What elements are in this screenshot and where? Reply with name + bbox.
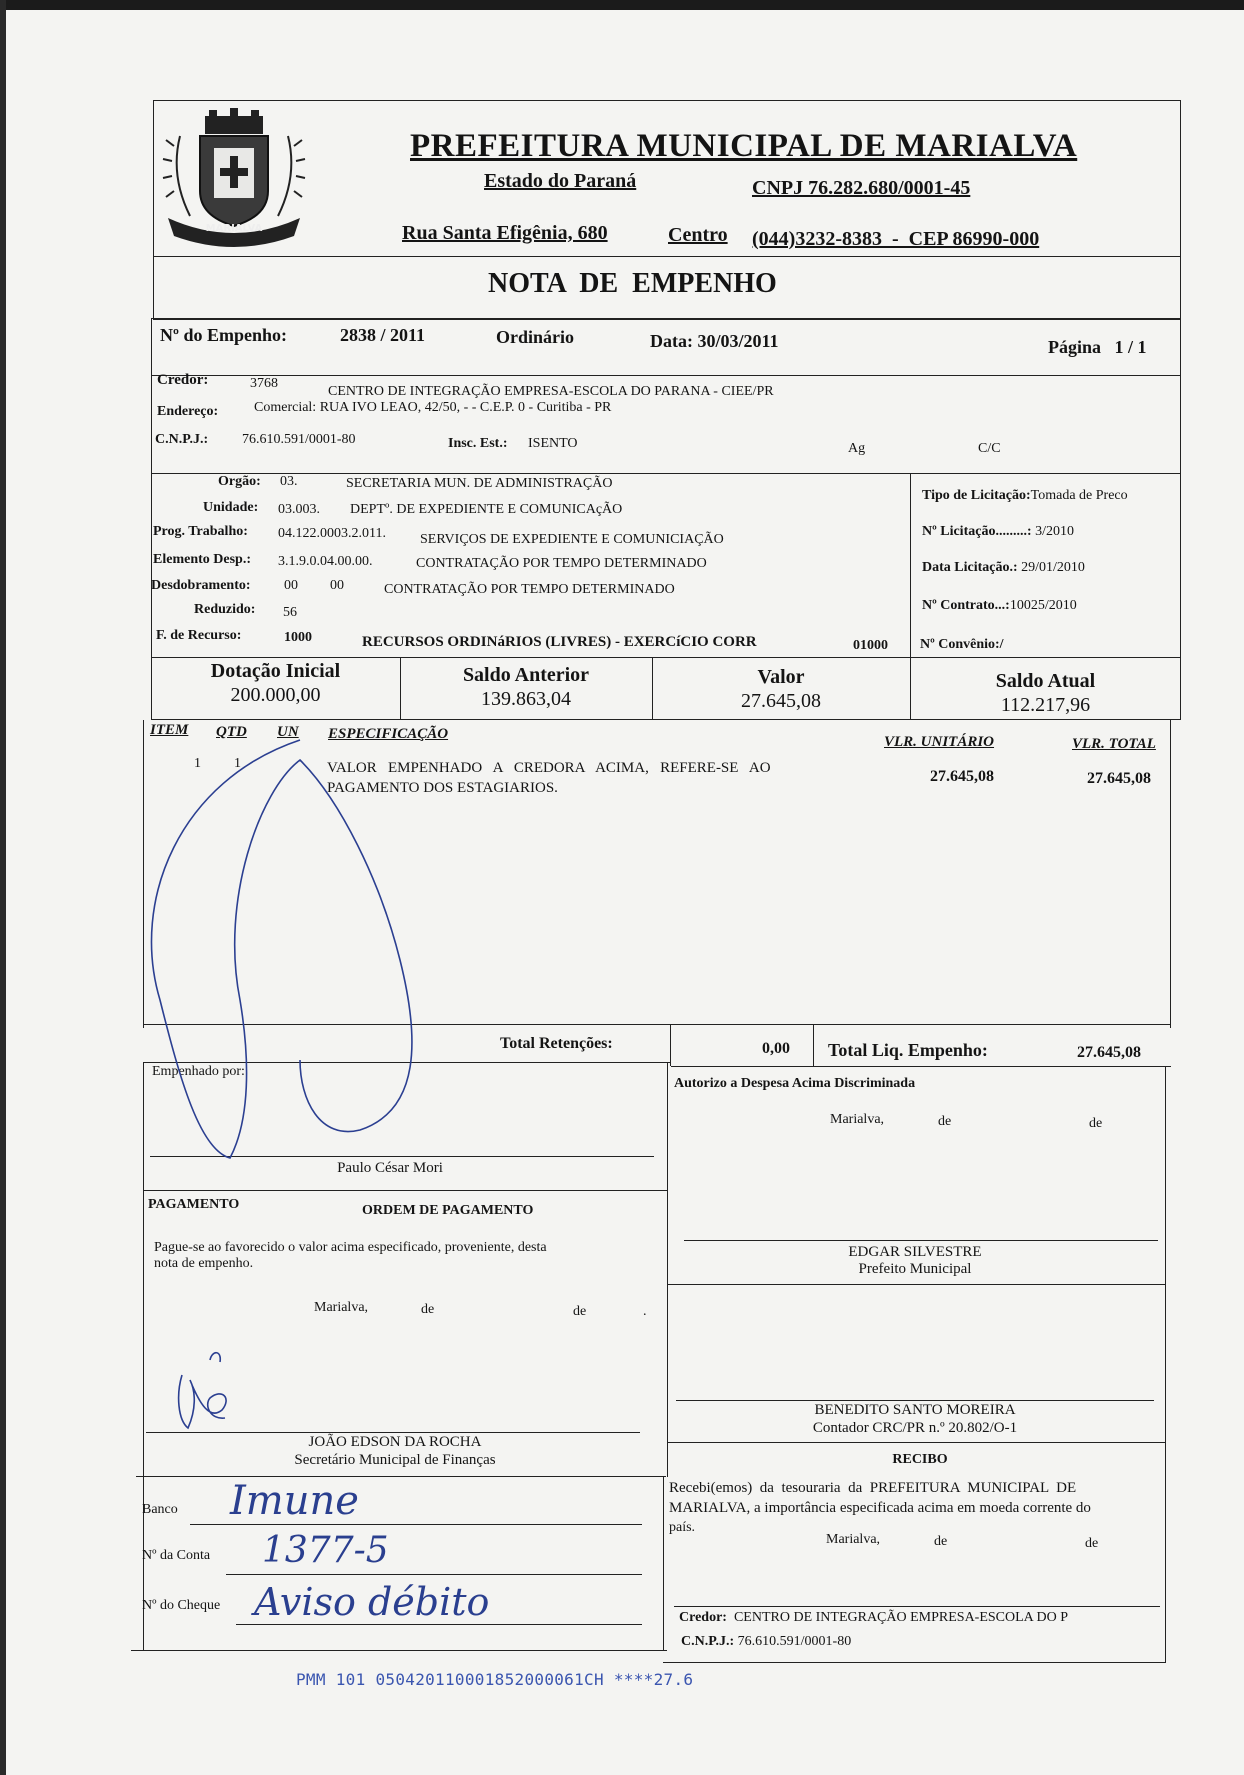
reduzido-label: Reduzido:: [194, 602, 256, 617]
col-vlr-total: VLR. TOTAL: [1072, 736, 1156, 752]
empenho-date: Data: 30/03/2011: [650, 331, 779, 351]
nota-de-empenho-title: NOTA DE EMPENHO: [488, 268, 777, 299]
credor-label: Credor:: [157, 372, 209, 388]
item-1-desc-line2: PAGAMENTO DOS ESTAGIARIOS.: [327, 780, 558, 796]
pagamento-text-2: nota de empenho.: [154, 1256, 254, 1271]
item-1-qtd: 1: [234, 756, 241, 771]
svg-text:MARIALVA: MARIALVA: [205, 223, 263, 234]
secretario-signature-scribble: [179, 1353, 226, 1428]
col-qtd: QTD: [216, 724, 247, 740]
tipo-licitacao-value: Tomada de Preco: [1030, 488, 1128, 503]
total-liq-value: 27.645,08: [1077, 1044, 1141, 1061]
empenhado-signature-scribble: [151, 740, 411, 1158]
fonte-code2: 01000: [853, 638, 888, 653]
dotacao-label: Dotação Inicial: [210, 660, 341, 682]
col-especificacao: ESPECIFICAÇÃO: [328, 726, 449, 742]
col-vlr-unitario: VLR. UNITÁRIO: [884, 734, 995, 750]
address-header: Rua Santa Efigênia, 680: [402, 222, 608, 244]
cc-label: C/C: [978, 441, 1001, 456]
credor-name: CENTRO DE INTEGRAÇÃO EMPRESA-ESCOLA DO PARANA - CIEE/PR: [328, 384, 774, 399]
recibo-cnpj-value: 76.610.591/0001-80: [737, 1634, 852, 1649]
fonte-label: F. de Recurso:: [156, 628, 242, 643]
recibo-text-1: Recebi(emos) da tesouraria da PREFEITURA MUNICIPAL DE: [669, 1480, 1077, 1496]
elemento-label: Elemento Desp.:: [153, 552, 251, 567]
credor-cnpj: 76.610.591/0001-80: [242, 432, 356, 447]
item-1-desc-line1: VALOR EMPENHADO A CREDORA ACIMA, REFERE-SE AO: [327, 760, 771, 776]
elemento-name: CONTRATAÇÃO POR TEMPO DETERMINADO: [416, 556, 707, 571]
state-label: Estado do Paraná: [484, 170, 637, 192]
fonte-code: 1000: [284, 630, 312, 645]
tipo-licitacao-label: Tipo de Licitação:: [922, 488, 1031, 503]
recibo-text-3: país.: [669, 1520, 696, 1535]
insc-value: ISENTO: [528, 436, 578, 451]
credor-code: 3768: [250, 376, 278, 391]
num-licitacao-value: 3/2010: [1035, 524, 1074, 539]
cnpj-header: CNPJ 76.282.680/0001-45: [752, 177, 971, 199]
recibo-de-2: de: [1085, 1536, 1099, 1551]
data-licitacao-value: 29/01/2010: [1021, 560, 1085, 575]
page-number: Página 1 / 1: [1048, 337, 1147, 357]
dotacao-value: 200.000,00: [230, 684, 321, 706]
prog-label: Prog. Trabalho:: [153, 524, 248, 539]
credor-address: Comercial: RUA IVO LEAO, 42/50, - - C.E.P. 0 - Curitiba - PR: [254, 400, 612, 415]
phone-cep-header: (044)3232-8383 - CEP 86990-000: [752, 228, 1040, 250]
pagamento-de-1: de: [421, 1302, 435, 1317]
recibo-cnpj-label: C.N.P.J.:: [681, 1634, 735, 1649]
prog-code: 04.122.0003.2.011.: [278, 526, 386, 541]
saldo-atual-label: Saldo Atual: [995, 670, 1096, 692]
item-1-vlr-unitario: 27.645,08: [930, 768, 994, 785]
total-liq-label: Total Liq. Empenho:: [828, 1040, 988, 1060]
recibo-title: RECIBO: [892, 1452, 948, 1467]
empenho-number: 2838 / 2011: [340, 325, 426, 345]
prefeito-name: EDGAR SILVESTRE: [848, 1244, 982, 1260]
cheque-label: Nº do Cheque: [142, 1598, 221, 1613]
credor-cnpj-label: C.N.P.J.:: [155, 432, 209, 447]
data-licitacao-label: Data Licitação.:: [922, 560, 1018, 575]
desdobramento-code1: 00: [284, 578, 298, 593]
orgao-code: 03.: [280, 474, 298, 489]
cheque-handwritten: Aviso débito: [254, 1580, 490, 1624]
item-1-vlr-total: 27.645,08: [1087, 770, 1151, 787]
elemento-code: 3.1.9.0.04.00.00.: [278, 554, 373, 569]
contador-role: Contador CRC/PR n.º 20.802/O-1: [812, 1420, 1018, 1436]
conta-label: Nº da Conta: [142, 1548, 211, 1563]
pagamento-text-1: Pague-se ao favorecido o valor acima especificado, proveniente, desta: [154, 1240, 547, 1255]
recibo-credor-label: Credor:: [679, 1610, 727, 1625]
unidade-name: DEPTº. DE EXPEDIENTE E COMUNICAçÃO: [350, 502, 623, 517]
insc-label: Insc. Est.:: [448, 436, 508, 451]
address-label: Endereço:: [157, 404, 219, 419]
footer-code: PMM 101 050420110001852000061CH ****27.6: [296, 1670, 694, 1689]
ordem-pagamento-label: ORDEM DE PAGAMENTO: [362, 1203, 534, 1218]
unidade-label: Unidade:: [203, 500, 259, 515]
valor-value: 27.645,08: [741, 690, 821, 712]
unidade-code: 03.003.: [278, 502, 320, 517]
empenhado-name: Paulo César Mori: [337, 1160, 443, 1176]
autorizo-label: Autorizo a Despesa Acima Discriminada: [674, 1076, 916, 1091]
prefeito-role: Prefeito Municipal: [858, 1261, 972, 1277]
empenho-type: Ordinário: [496, 327, 575, 347]
item-1-item: 1: [194, 756, 201, 771]
banco-handwritten: Imune: [230, 1478, 359, 1524]
banco-label: Banco: [142, 1502, 178, 1517]
num-licitacao-label: Nº Licitação.........:: [922, 524, 1032, 539]
valor-label: Valor: [757, 666, 805, 688]
autorizo-de-1: de: [938, 1114, 952, 1129]
empenho-label: Nº do Empenho:: [160, 325, 287, 345]
reduzido-value: 56: [283, 605, 297, 620]
contrato-value: 10025/2010: [1009, 598, 1077, 613]
autorizo-city: Marialva,: [830, 1112, 885, 1127]
saldo-anterior-label: Saldo Anterior: [462, 664, 590, 686]
district-header: Centro: [668, 224, 728, 246]
recibo-city: Marialva,: [826, 1532, 881, 1547]
autorizo-de-2: de: [1089, 1116, 1103, 1131]
recibo-credor-name: CENTRO DE INTEGRAÇÃO EMPRESA-ESCOLA DO P: [733, 1610, 1069, 1625]
secretario-name: JOÃO EDSON DA ROCHA: [308, 1434, 482, 1450]
pagamento-city: Marialva,: [314, 1300, 369, 1315]
prefeitura-title: PREFEITURA MUNICIPAL DE MARIALVA: [410, 128, 1078, 164]
saldo-atual-value: 112.217,96: [1000, 694, 1091, 716]
contador-name: BENEDITO SANTO MOREIRA: [814, 1402, 1016, 1418]
recibo-de-1: de: [934, 1534, 948, 1549]
desdobramento-label: Desdobramento:: [151, 578, 251, 593]
contrato-label: Nº Contrato...:: [922, 598, 1010, 613]
fonte-name: RECURSOS ORDINáRIOS (LIVRES) - EXERCíCIO CORR: [362, 634, 757, 650]
col-un: UN: [277, 724, 299, 740]
orgao-label: Orgão:: [218, 474, 261, 489]
saldo-anterior-value: 139.863,04: [481, 688, 571, 710]
pagamento-label: PAGAMENTO: [148, 1197, 240, 1212]
total-retencoes-value: 0,00: [762, 1040, 790, 1057]
pagamento-dot: .: [643, 1304, 647, 1319]
desdobramento-code2: 00: [330, 578, 344, 593]
col-item: ITEM: [150, 722, 189, 738]
empenhado-por-label: Empenhado por:: [152, 1064, 245, 1079]
pagamento-de-2: de: [573, 1304, 587, 1319]
orgao-name: SECRETARIA MUN. DE ADMINISTRAÇÃO: [346, 476, 613, 491]
recibo-text-2: MARIALVA, a importância especificada acima em moeda corrente do: [669, 1500, 1091, 1516]
convenio-label: Nº Convênio:/: [920, 637, 1004, 652]
secretario-role: Secretário Municipal de Finanças: [294, 1452, 496, 1468]
prog-name: SERVIÇOS DE EXPEDIENTE E COMUNICIAÇÃO: [420, 532, 724, 547]
desdobramento-name: CONTRATAÇÃO POR TEMPO DETERMINADO: [384, 582, 675, 597]
ag-label: Ag: [848, 441, 866, 456]
conta-handwritten: 1377-5: [262, 1530, 389, 1571]
total-retencoes-label: Total Retenções:: [500, 1035, 613, 1052]
